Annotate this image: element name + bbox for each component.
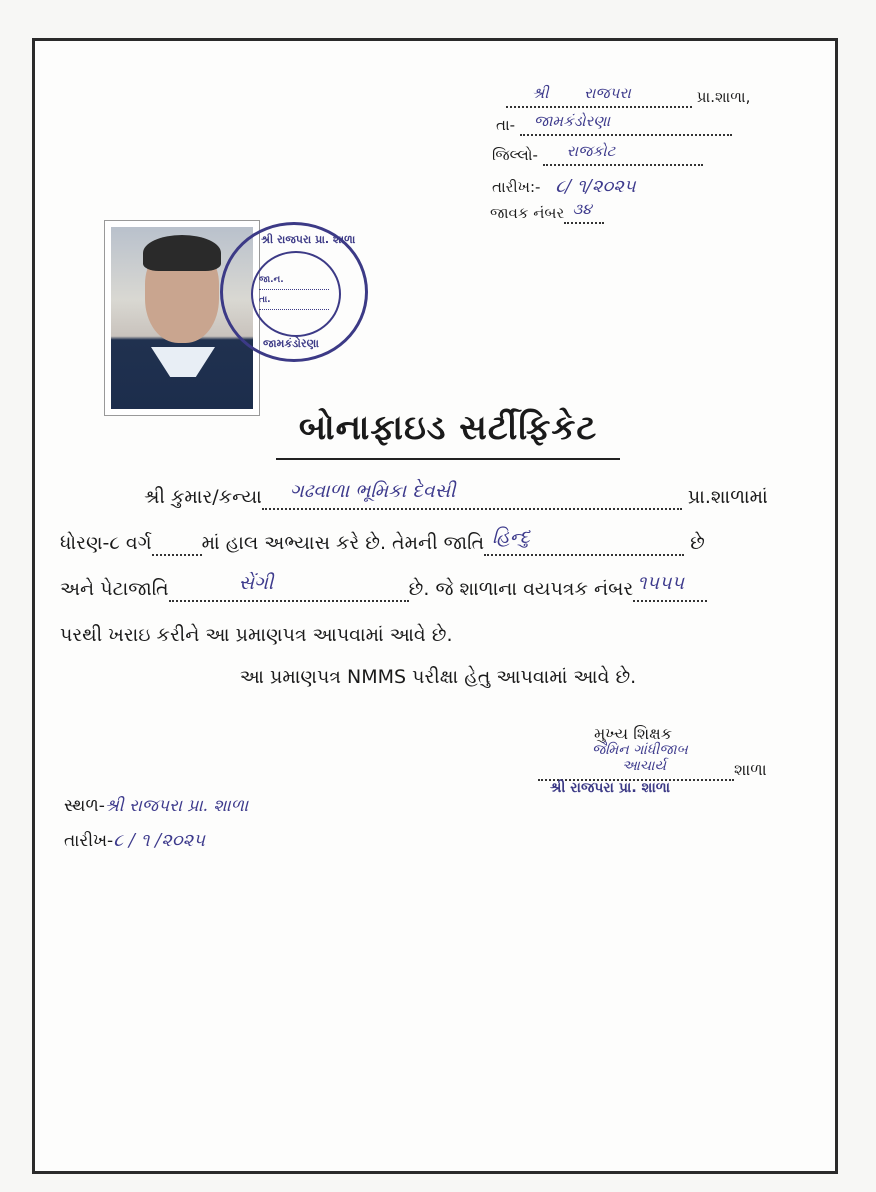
caste-value: હિન્દુ <box>492 526 531 548</box>
body-line-4: પરથી ખરાઇ કરીને આ પ્રમાણપત્ર આપવામાં આવે છે. <box>60 624 453 646</box>
footer-date-label: તારીખ- <box>64 831 114 851</box>
body-line-3 <box>60 572 707 602</box>
signature-scrawl: જૈમિન ગાંધીજાબ <box>592 742 688 758</box>
body-line-1 <box>144 480 768 510</box>
body-line-2 <box>60 526 705 556</box>
body-line-5-purpose: આ પ્રમાણપત્ર NMMS પરીક્ષા હેતુ આપવામાં આવે છે. <box>239 666 637 688</box>
student-name: ગઢવાળા ભૂમિકા દેવસી <box>289 480 456 502</box>
seal-bottom-text: જામકંડોરણા <box>263 337 319 350</box>
signature-name: આચાર્ય <box>622 758 666 774</box>
student-label: શ્રી કુમાર/કન્યા <box>144 486 262 508</box>
header-outward-label: જાવક નંબર <box>490 204 565 222</box>
header-school-line <box>506 84 751 108</box>
header-district-line <box>492 142 703 166</box>
footer-date-value: ૮ / ૧ /૨૦૨૫ <box>113 830 206 851</box>
header-taluka-value: જામકંડોરણા <box>533 112 611 130</box>
header-outward-line <box>490 200 604 224</box>
signature-school-suffix: શાળા <box>734 760 767 779</box>
signature-line <box>538 760 767 781</box>
body-line-3-middle: છે. જે શાળાના વયપત્રક નંબર <box>408 578 634 600</box>
seal-row1-label: જા.ન. <box>259 275 284 285</box>
standard-prefix: ધોરણ-૮ વર્ગ <box>60 532 152 554</box>
header-taluka-label: તા- <box>496 116 516 134</box>
certificate-title: બોનાફાઇડ સર્ટીફિકેટ <box>298 408 598 448</box>
seal-row2-line <box>259 309 329 310</box>
header-date-label: તારીખ:- <box>492 178 541 196</box>
signature-stamp-text: શ્રી રાજપરા પ્રા. શાળા <box>550 780 671 796</box>
signatory-role: મુખ્ય શિક્ષક <box>594 724 673 743</box>
subcaste-value: સેંગી <box>238 572 274 594</box>
header-taluka-line <box>496 112 732 136</box>
school-seal <box>220 222 368 362</box>
place-label: સ્થળ- <box>64 796 105 816</box>
header-school-prefix: શ્રી <box>532 84 549 102</box>
body-line-2-middle: માં હાલ અભ્યાસ કરે છે. તેમની જાતિ <box>201 532 485 554</box>
header-date-value: ૮/ ૧/૨૦૨૫ <box>555 176 636 197</box>
header-district-value: રાજકોટ <box>566 142 616 160</box>
place-value: શ્રી રાજપરા પ્રા. શાળા <box>104 796 249 816</box>
seal-row1-line <box>259 289 329 290</box>
register-number: ૧૫૫૫ <box>637 572 684 594</box>
footer-place-line <box>64 796 248 816</box>
header-school-suffix: પ્રા.શાળા, <box>696 88 751 106</box>
body-line-2-suffix: છે <box>690 532 705 554</box>
school-seal-inner-ring <box>251 251 341 337</box>
seal-row2-label: તા. <box>259 295 271 305</box>
photo-hair <box>143 235 221 271</box>
title-underline <box>276 458 620 460</box>
subcaste-prefix: અને પેટાજાતિ <box>60 578 169 600</box>
body-line-1-suffix: પ્રા.શાળામાં <box>687 486 768 508</box>
header-date-line <box>492 176 636 197</box>
header-outward-value: ૩૪ <box>572 200 592 218</box>
seal-top-text: શ્રી રાજપરા પ્રા. શાળા <box>261 233 356 246</box>
footer-date-line <box>64 830 205 851</box>
certificate-border <box>32 38 838 1174</box>
photo-collar <box>151 347 215 377</box>
header-school-name: રાજપરા <box>584 84 631 102</box>
header-district-label: જિલ્લો- <box>492 146 538 164</box>
